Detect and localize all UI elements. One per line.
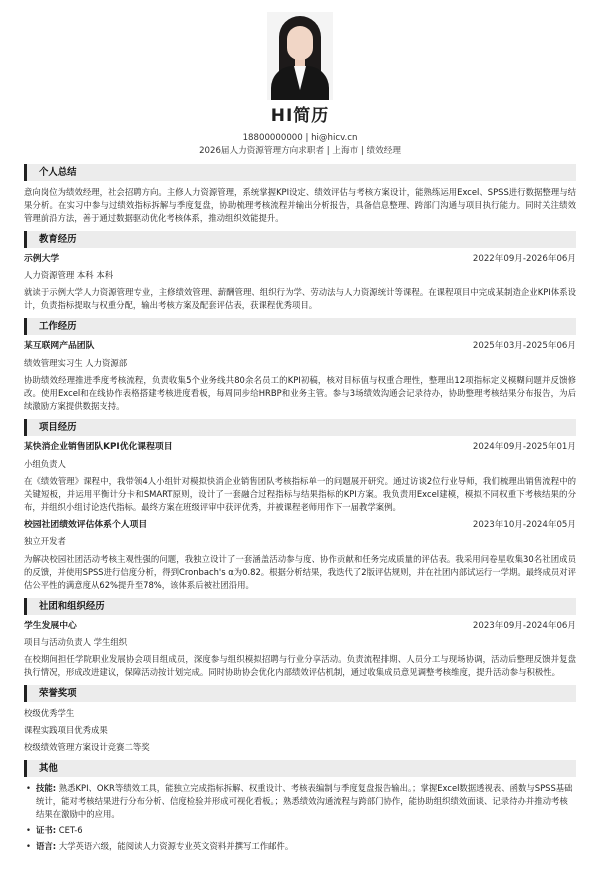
education-title: 教育经历 (24, 231, 576, 248)
campus-title: 社团和组织经历 (24, 598, 576, 615)
education-section (24, 231, 576, 313)
education-major: 人力资源管理 本科 本科 (24, 270, 114, 281)
job-intent: 2026届人力资源管理方向求职者 | 上海市 | 绩效经理 (199, 145, 401, 156)
skills-text: 熟悉KPI、OKR等绩效工具，能独立完成指标拆解、权重设计、考核表编制与季度复盘报告输出。；掌握Excel数据透视表、函数与SPSS基础统计，能对考核结果进行分布分析、信度检验并形成可视化看板。；熟悉绩效沟通流程与跨部门协作，能协助组织绩效面谈、记录待办并推动考核结果在激励中的应用。 (36, 783, 573, 820)
project-date: 2024年09月-2025年01月 (472, 442, 576, 453)
resume-header (24, 0, 576, 158)
certificate-text: CET-6 (58, 825, 83, 836)
language-label: 语言: (36, 841, 57, 852)
work-position: 绩效管理实习生 人力资源部 (24, 358, 128, 369)
project-name: 校园社团绩效评估体系个人项目 (24, 519, 148, 530)
work-entry (24, 340, 576, 413)
school-name: 示例大学 (24, 253, 60, 264)
work-section (24, 318, 576, 413)
candidate-name: HI简历 (270, 106, 330, 126)
project-role: 小组负责人 (24, 458, 66, 469)
campus-description: 在校期间担任学院职业发展协会项目组成员，深度参与组织模拟招聘与行业分享活动。负责流程排期、人员分工与现场协调，活动后整理反馈并复盘执行情况，形成改进建议，保障活动按计划完成。同时协助协会优化内部绩效评估机制，通过收集成员意见调整考核维度，提升活动参与积极性。 (24, 654, 576, 678)
work-date: 2025年03月-2025年06月 (472, 341, 576, 352)
language-text: 大学英语六级，能阅读人力资源专业英文资料并撰写工作邮件。 (58, 841, 294, 852)
award-item: 校级绩效管理方案设计竞赛二等奖 (24, 742, 150, 753)
campus-section (24, 598, 576, 680)
awards-title: 荣誉奖项 (24, 685, 576, 702)
projects-title: 项目经历 (24, 419, 576, 436)
education-entry (24, 253, 576, 313)
project-role: 独立开发者 (24, 536, 66, 547)
skills-label: 技能: (36, 783, 57, 794)
company-name: 某互联网产品团队 (24, 341, 95, 352)
award-item: 校级优秀学生 (24, 708, 75, 719)
other-list (24, 782, 576, 853)
work-description: 协助绩效经理推进季度考核流程，负责收集5个业务线共80余名员工的KPI初稿，核对目标值与权重合理性，整理出12项指标定义模糊问题并反馈修改。使用Excel和在线协作表格搭建考核进度看板，每周同步给HRBP和业务主管。参与3场绩效沟通会记录待办，协助整理考核结果分布报告，为后续激励方案提供数据支持。 (24, 375, 576, 412)
projects-section (24, 419, 576, 591)
profile-photo (267, 12, 333, 100)
awards-section (24, 685, 576, 754)
project-date: 2023年10月-2024年05月 (472, 519, 576, 530)
campus-role: 项目与活动负责人 学生组织 (24, 637, 128, 648)
award-item: 课程实践项目优秀成果 (24, 725, 108, 736)
project-description: 在《绩效管理》课程中，我带领4人小组针对模拟快消企业销售团队考核指标单一的问题展开研究。通过访谈2位行业导师，我们梳理出销售流程中的关键短板，并运用平衡计分卡和SMART原则，设计了一套融合过程指标与结果指标的KPI方案。我负责用Excel建模，模拟不同权重下考核结果的分布，并组织小组讨论迭代指标。最终方案在班级评审中获评优秀，并被课程老师用作下一届教学案例。 (24, 475, 576, 512)
campus-entry (24, 620, 576, 680)
summary-title: 个人总结 (24, 164, 576, 181)
summary-section (24, 164, 576, 225)
other-section (24, 760, 576, 853)
campus-date: 2023年09月-2024年06月 (472, 620, 576, 631)
project-entry (24, 441, 576, 514)
other-title: 其他 (24, 760, 576, 777)
education-date: 2022年09月-2026年06月 (472, 253, 576, 264)
contact-info: 18800000000 | hi@hicv.cn (242, 132, 358, 143)
project-entry (24, 519, 576, 592)
certificate-item (24, 824, 576, 837)
skills-item (24, 782, 576, 821)
organization-name: 学生发展中心 (24, 620, 77, 631)
project-name: 某快消企业销售团队KPI优化课程项目 (24, 442, 173, 453)
project-description: 为解决校园社团活动考核主观性强的问题，我独立设计了一套涵盖活动参与度、协作贡献和任务完成质量的评估表。我采用问卷星收集30名社团成员的反馈，并使用SPSS进行信度分析，得到Cronbach's α为0.82。根据分析结果，我迭代了2版评估规则，并在社团内部试运行一学期。最终成员对评估公平性的满意度从62%提升至78%，该体系后被社团沿用。 (24, 553, 576, 590)
work-title: 工作经历 (24, 318, 576, 335)
certificate-label: 证书: (36, 825, 57, 836)
summary-text: 意向岗位为绩效经理，社会招聘方向。主修人力资源管理，系统掌握KPI设定、绩效评估与考核方案设计，能熟练运用Excel、SPSS进行数据整理与结果分析。在实习中参与过绩效指标拆解与季度复盘，协助梳理考核流程并输出分析报告，具备信息整理、跨部门沟通与项目执行能力。同时关注绩效管理前沿方法，善于通过数据驱动优化考核体系，推动组织效能提升。 (24, 186, 576, 223)
education-description: 就读于示例大学人力资源管理专业，主修绩效管理、薪酬管理、组织行为学、劳动法与人力资源统计等课程。在课程项目中完成某制造企业KPI体系设计，负责指标提取与权重分配，输出考核方案及配套评估表，获课程优秀项目。 (24, 287, 576, 311)
language-item (24, 840, 576, 853)
